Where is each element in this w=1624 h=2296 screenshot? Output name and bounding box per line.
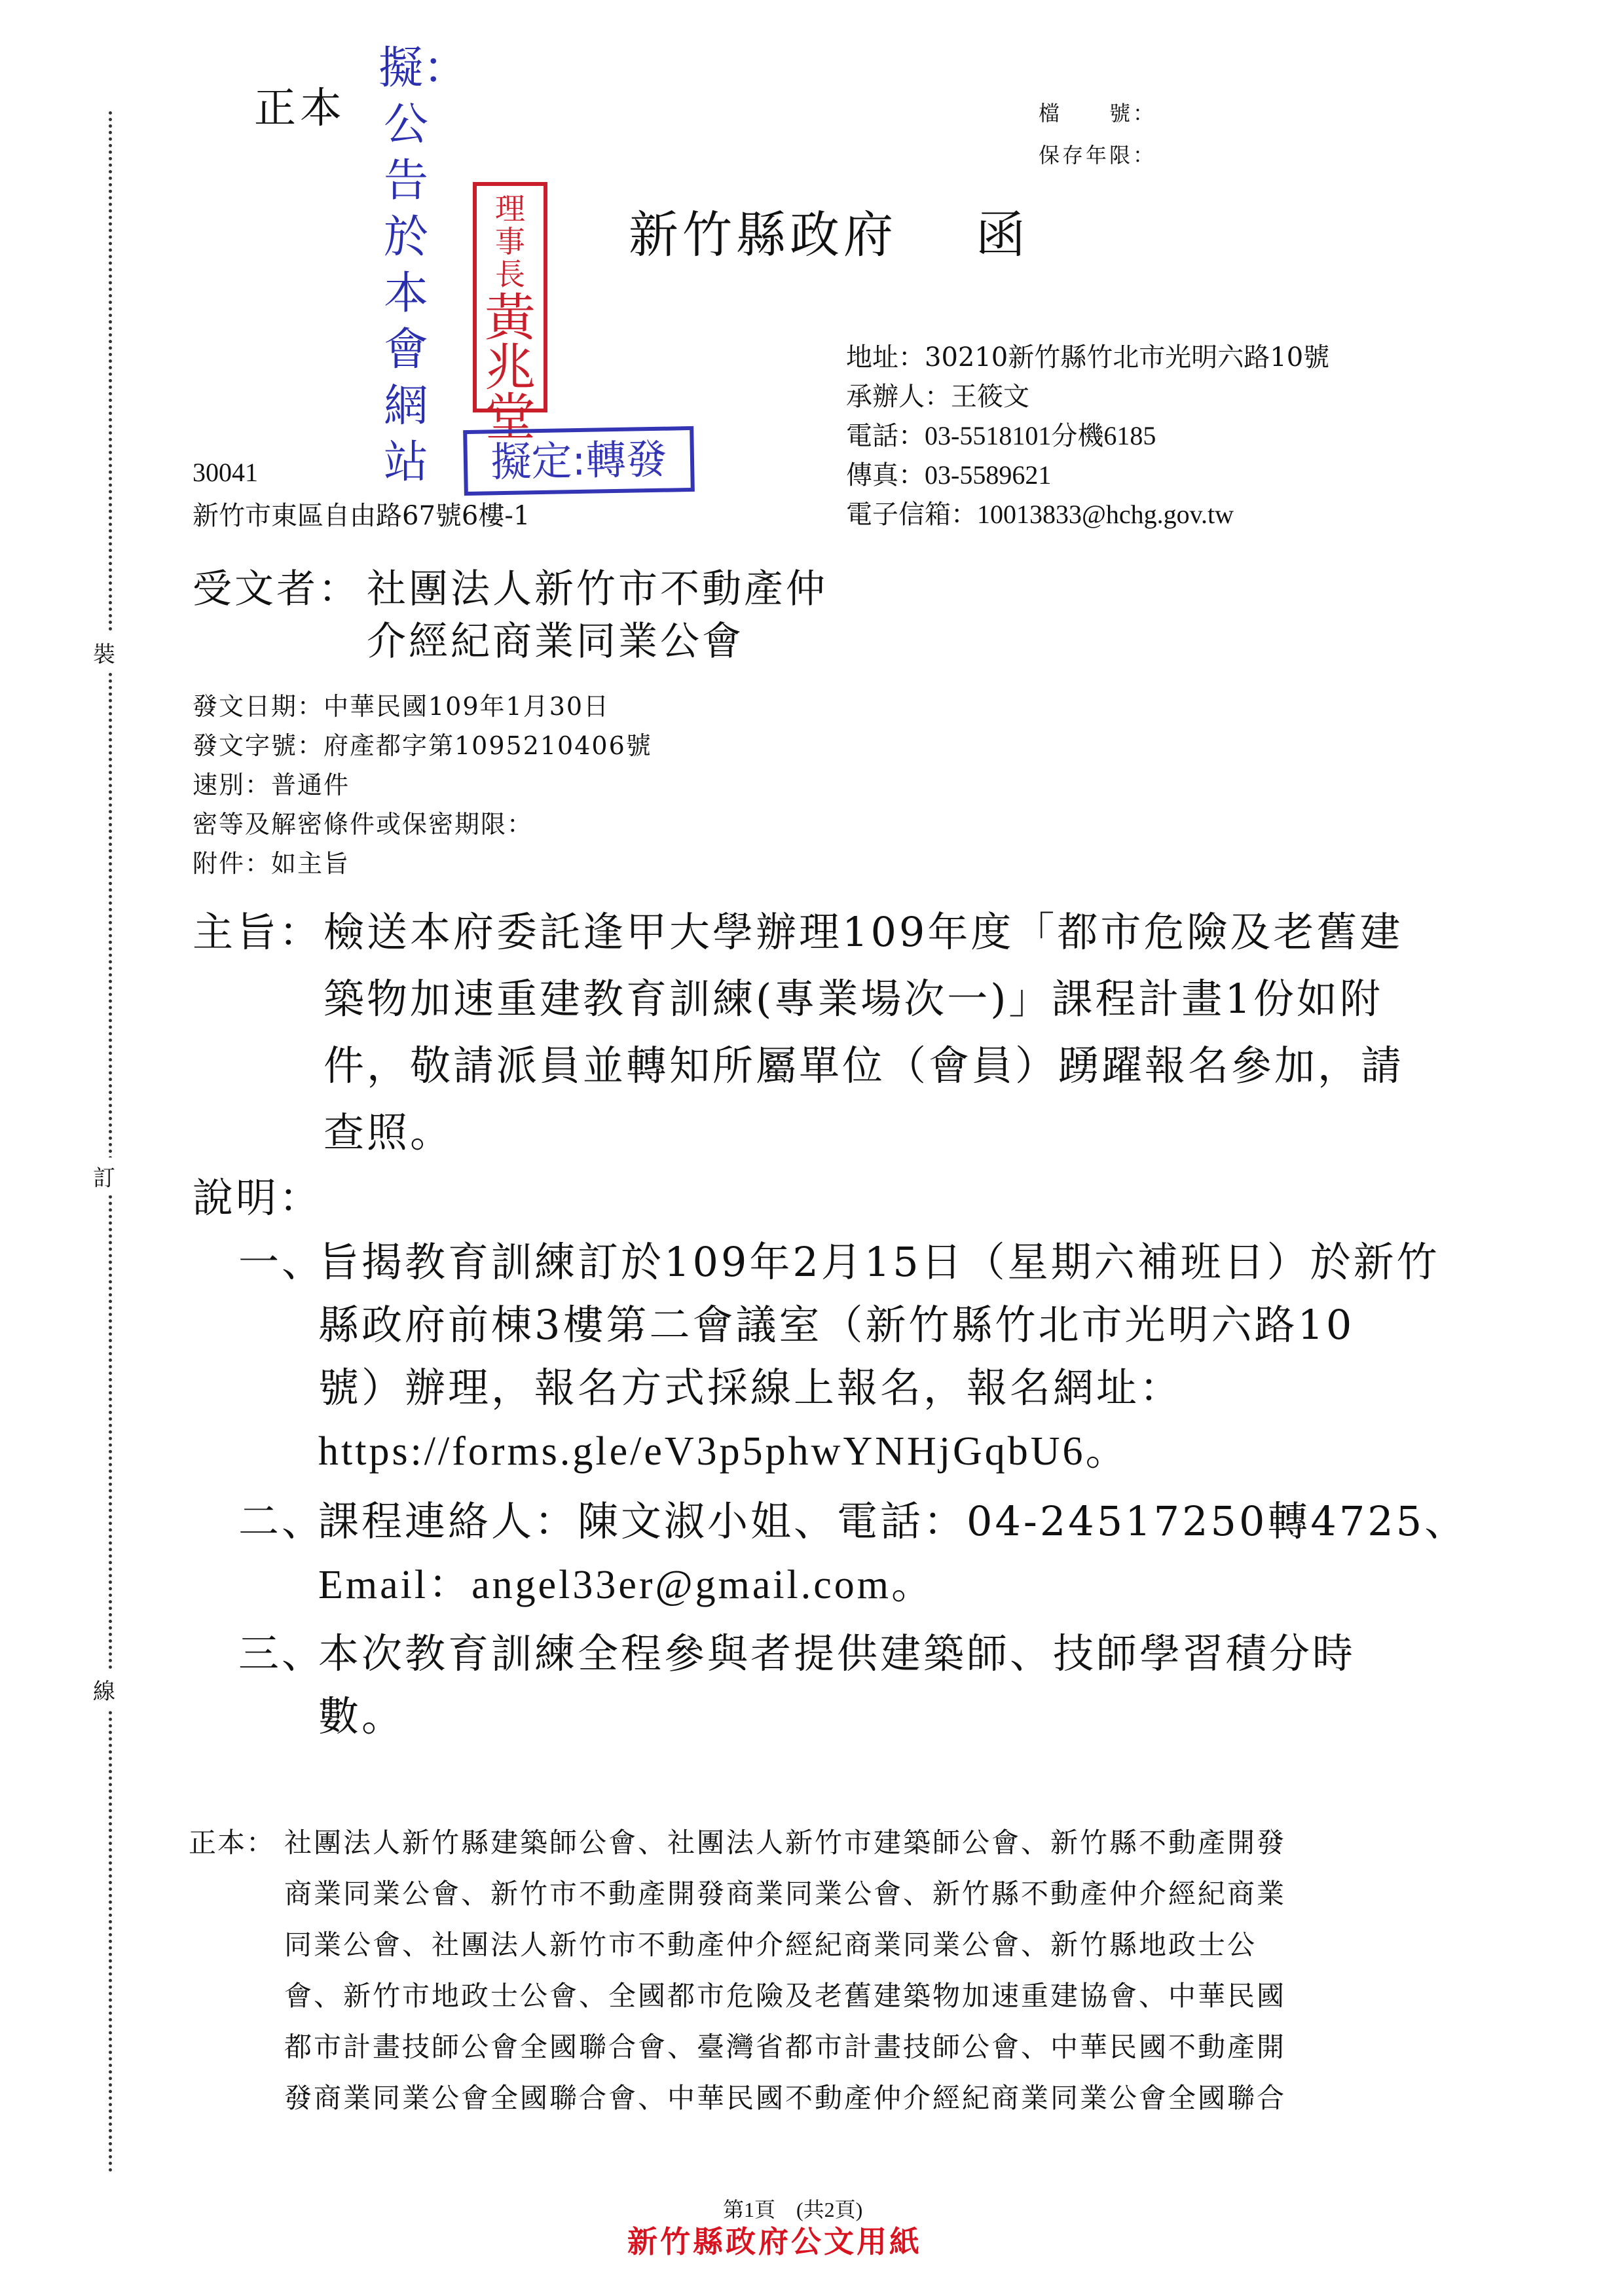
recipient-name-line: 社團法人新竹市不動產仲 [367, 566, 828, 612]
explanation-item-line: 課程連絡人：陳文淑小姐、電話：04-24517250轉4725、 [318, 1497, 1468, 1545]
recipient-postal-code: 30041 [193, 458, 258, 487]
registration-url: https://forms.gle/eV3p5phwYNHjGqbU6。 [318, 1429, 1129, 1474]
distribution-label: 正本： [189, 1827, 276, 1859]
subject-line: 件，敬請派員並轉知所屬單位（會員）踴躍報名參加，請 [323, 1042, 1405, 1089]
recipient-label: 受文者： [193, 566, 360, 612]
subject-label: 主旨： [193, 908, 323, 956]
file-number-label: 檔 號： [1039, 101, 1157, 126]
explanation-item-number: 三、 [238, 1630, 325, 1677]
explanation-item-line: 旨揭教育訓練訂於109年2月15日（星期六補班日）於新竹 [318, 1238, 1440, 1286]
attachments: 附件：如主旨 [193, 849, 350, 878]
distribution-line: 都市計畫技師公會全國聯合會、臺灣省都市計畫技師公會、中華民國不動產開 [284, 2031, 1287, 2063]
binding-mark-top: 裝 [93, 634, 115, 671]
distribution-line: 商業同業公會、新竹市不動產開發商業同業公會、新竹縣不動產仲介經紀商業 [284, 1878, 1287, 1910]
contact-phone: 電話：03-5518101分機6185 [846, 421, 1156, 450]
document-title [629, 195, 1029, 266]
title-document-type: 函 [976, 206, 1029, 264]
distribution-line: 會、新竹市地政士公會、全國都市危險及老舊建築物加速重建協會、中華民國 [284, 1980, 1287, 2012]
seal-title: 理事長 [495, 191, 525, 292]
subject-line: 檢送本府委託逢甲大學辦理109年度「都市危險及老舊建 [323, 908, 1403, 956]
explanation-item-line: 本次教育訓練全程參與者提供建築師、技師學習積分時 [318, 1630, 1356, 1677]
recipient-name-line: 介經紀商業同業公會 [367, 619, 744, 665]
explanation-item-line: 號）辦理，報名方式採線上報名，報名網址： [318, 1364, 1183, 1412]
explanation-item-number: 一、 [238, 1238, 325, 1286]
distribution-line: 同業公會、社團法人新竹市不動產仲介經紀商業同業公會、新竹縣地政士公 [284, 1929, 1257, 1961]
subject-line: 築物加速重建教育訓練(專業場次一)」課程計畫1份如附 [323, 975, 1383, 1023]
page-indicator: 第1頁 (共2頁) [723, 2198, 863, 2221]
recipient-street-address: 新竹市東區自由路67號6樓-1 [193, 501, 530, 531]
contact-email-line: Email：angel33er@gmail.com。 [318, 1563, 935, 1607]
confidentiality: 密等及解密條件或保密期限： [193, 810, 534, 839]
binding-mark-middle: 訂 [93, 1157, 115, 1195]
contact-fax: 傳真：03-5589621 [846, 460, 1052, 490]
chairman-seal [473, 182, 547, 447]
explanation-item-line: 縣政府前棟3樓第二會議室（新竹縣竹北市光明六路10 [318, 1301, 1355, 1349]
contact-email: 電子信箱：10013833@hchg.gov.tw [846, 500, 1234, 529]
explanation-label: 說明： [193, 1174, 323, 1222]
retention-label: 保存年限： [1039, 143, 1157, 168]
footer-letterhead: 新竹縣政府公文用紙 [627, 2224, 922, 2259]
issue-date: 發文日期：中華民國109年1月30日 [193, 692, 610, 721]
distribution-line: 發商業同業公會全國聯合會、中華民國不動產仲介經紀商業同業公會全國聯合 [284, 2082, 1287, 2114]
subject-line: 查照。 [323, 1108, 454, 1156]
explanation-item-line: 數。 [318, 1692, 405, 1740]
document-number: 發文字號：府產都字第1095210406號 [193, 731, 652, 760]
approval-stamp: 擬定:轉發 [463, 426, 695, 496]
urgency: 速別：普通件 [193, 771, 350, 799]
explanation-item-number: 二、 [238, 1497, 325, 1545]
contact-address: 地址：30210新竹縣竹北市光明六路10號 [846, 342, 1330, 373]
distribution-line: 社團法人新竹縣建築師公會、社團法人新竹市建築師公會、新竹縣不動產開發 [284, 1827, 1287, 1859]
handwritten-approval-note: 擬：公告於本會網站 [378, 43, 468, 488]
binding-line [109, 111, 112, 2174]
copy-type: 正本 [254, 84, 346, 133]
contact-officer: 承辦人：王筱文 [846, 382, 1029, 412]
binding-mark-bottom: 線 [93, 1671, 115, 1708]
seal-name: 黃兆堂 [484, 289, 536, 447]
title-organization: 新竹縣政府 [629, 206, 897, 264]
